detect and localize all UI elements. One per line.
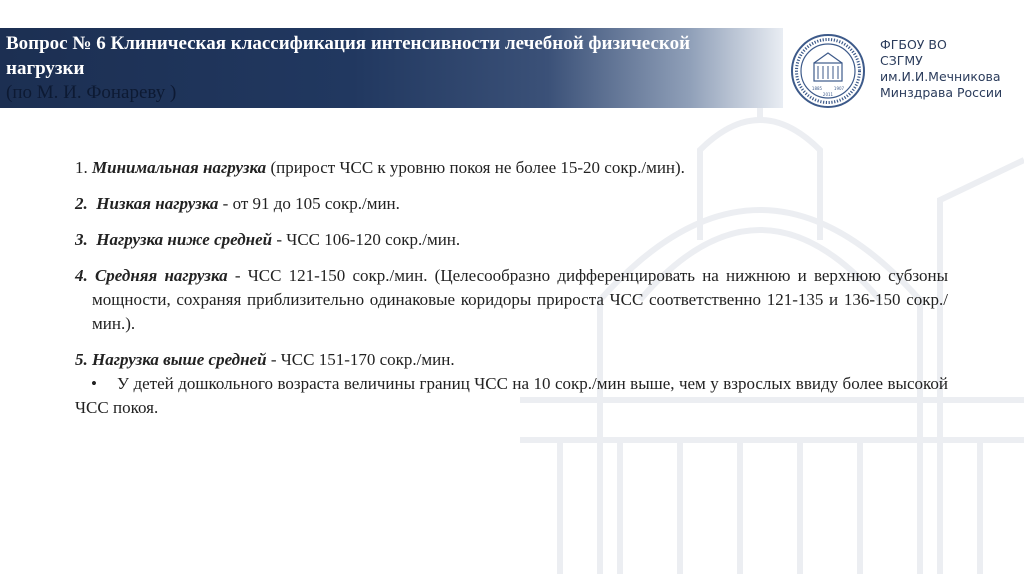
org-line: Минздрава России (880, 85, 1003, 100)
item-term: Нагрузка выше средней (92, 350, 267, 369)
item-term: Минимальная нагрузка (92, 158, 267, 177)
item-text: - ЧСС 106-120 сокр./мин. (272, 230, 461, 249)
list-item (75, 192, 948, 216)
seal-year-2: 1907 (833, 86, 845, 91)
item-number: 3. (75, 230, 88, 249)
slide-title: Вопрос № 6 Клиническая классификация интенсивности лечебной физической нагрузки (6, 33, 691, 79)
item-term: Низкая нагрузка (96, 194, 219, 213)
item-number: 1. (75, 158, 88, 177)
bullet-text: У детей дошкольного возраста величины границ ЧСС на 10 сокр./мин выше, чем у взрослых ввиду более высокой ЧСС покоя. (75, 374, 948, 417)
seal-year-1: 1885 (811, 86, 823, 91)
slide-subtitle: (по М. И. Фонареву ) (6, 82, 177, 103)
item-number: 4. (75, 266, 88, 285)
item-text: - от 91 до 105 сокр./мин. (218, 194, 400, 213)
org-line: СЗГМУ (880, 53, 923, 68)
item-number: 5. (75, 350, 88, 369)
seal-year-3: 2011 (822, 92, 834, 97)
item-number: 2. (75, 194, 88, 213)
university-seal-icon (790, 33, 866, 109)
note-bullet (75, 372, 948, 420)
org-line: ФГБОУ ВО (880, 37, 947, 52)
item-text: - ЧСС 121-150 сокр./мин. (Целесообразно дифференцировать на нижнюю и верхнюю субзоны мощности, сохраняя приблизительно одинаковые коридоры прироста ЧСС соответственно 121-135 и 136-150 сокр./мин.). (92, 266, 949, 333)
list-item (75, 228, 948, 252)
item-term: Средняя нагрузка (94, 266, 228, 285)
organization-name (880, 37, 1002, 101)
list-item (75, 348, 948, 372)
org-line: им.И.И.Мечникова (880, 69, 1001, 84)
item-text: (прирост ЧСС к уровню покоя не более 15-20 сокр./мин). (266, 158, 685, 177)
bullet-marker: • (91, 374, 97, 393)
list-item (75, 156, 948, 180)
item-term: Нагрузка ниже средней (96, 230, 273, 249)
list-item (75, 264, 948, 336)
classification-list (75, 156, 948, 437)
item-text: - ЧСС 151-170 сокр./мин. (266, 350, 455, 369)
